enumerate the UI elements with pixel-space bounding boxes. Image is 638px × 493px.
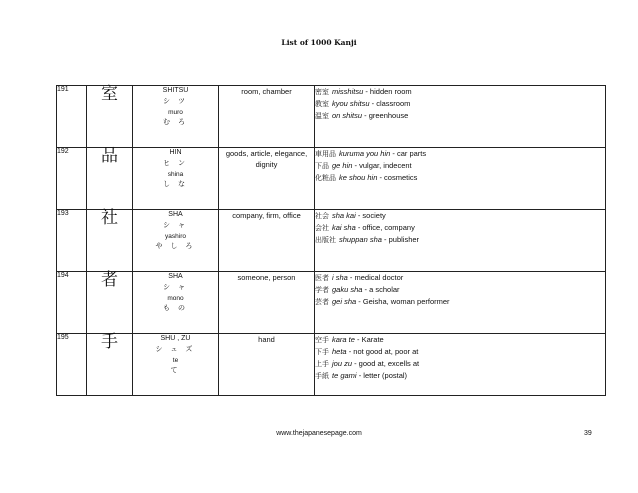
kun-reading-romaji: yashiro xyxy=(165,233,186,240)
kanji-number: 195 xyxy=(57,334,87,396)
kanji-row xyxy=(57,272,606,334)
example-japanese: 上手 xyxy=(315,360,329,368)
example-gloss: - greenhouse xyxy=(362,111,409,120)
example-romaji: on shitsu xyxy=(332,111,363,120)
example-line xyxy=(315,98,605,110)
example-gloss: - medical doctor xyxy=(347,273,404,282)
example-gloss: - a scholar xyxy=(362,285,400,294)
kanji-row xyxy=(57,86,606,148)
kun-reading-kana: し な xyxy=(163,181,188,188)
example-line xyxy=(315,222,605,234)
example-japanese: 社会 xyxy=(315,212,329,220)
kun-reading-romaji: shina xyxy=(167,171,184,178)
kun-reading-kana: も の xyxy=(163,305,188,312)
on-reading-kana: シ ャ xyxy=(163,222,188,229)
on-reading-romaji: SHA xyxy=(168,211,183,218)
example-gloss: - Karate xyxy=(354,335,384,344)
example-japanese: 下品 xyxy=(315,162,329,170)
on-reading-kana: シ ュ ズ xyxy=(155,346,196,353)
on-reading-kana: シ ャ xyxy=(163,284,188,291)
example-romaji: ke shou hin xyxy=(339,173,378,182)
examples-cell xyxy=(315,272,606,334)
examples-cell xyxy=(315,210,606,272)
kanji-number: 194 xyxy=(57,272,87,334)
kun-reading-romaji: muro xyxy=(168,109,183,116)
example-line xyxy=(315,334,605,346)
example-line xyxy=(315,172,605,184)
on-reading-romaji: SHU , ZU xyxy=(160,335,191,342)
example-romaji: kai sha xyxy=(332,223,356,232)
kanji-row xyxy=(57,210,606,272)
kanji-character: 社 xyxy=(87,210,133,272)
example-romaji: gei sha xyxy=(332,297,357,306)
example-japanese: 下手 xyxy=(315,348,329,356)
example-line xyxy=(315,86,605,98)
reading-cell xyxy=(133,210,219,272)
example-line xyxy=(315,358,605,370)
example-romaji: te gami xyxy=(332,371,357,380)
reading-cell xyxy=(133,272,219,334)
examples-cell xyxy=(315,334,606,396)
kanji-table-body xyxy=(57,86,606,396)
example-romaji: kyou shitsu xyxy=(332,99,370,108)
example-line xyxy=(315,210,605,222)
kanji-character: 者 xyxy=(87,272,133,334)
example-japanese: 手紙 xyxy=(315,372,329,380)
kanji-number: 193 xyxy=(57,210,87,272)
example-japanese: 車用品 xyxy=(315,150,336,158)
example-japanese: 学者 xyxy=(315,286,329,294)
page-title: List of 1000 Kanji xyxy=(281,38,357,47)
kun-reading-kana: や し ろ xyxy=(155,243,196,250)
example-gloss: - society xyxy=(355,211,386,220)
example-gloss: - letter (postal) xyxy=(356,371,408,380)
examples-cell xyxy=(315,86,606,148)
kanji-character: 手 xyxy=(87,334,133,396)
kun-reading-romaji: te xyxy=(172,357,179,364)
kanji-row xyxy=(57,148,606,210)
example-gloss: - vulgar, indecent xyxy=(352,161,412,170)
example-romaji: jou zu xyxy=(332,359,353,368)
example-romaji: sha kai xyxy=(332,211,356,220)
example-romaji: gaku sha xyxy=(332,285,363,294)
on-reading-kana: シ ツ xyxy=(163,98,188,105)
example-gloss: - good at, excells at xyxy=(352,359,420,368)
example-romaji: heta xyxy=(332,347,347,356)
example-line xyxy=(315,284,605,296)
meaning-cell: company, firm, office xyxy=(219,210,315,272)
on-reading-romaji: HIN xyxy=(169,149,182,156)
kanji-table xyxy=(56,85,606,396)
on-reading-romaji: SHITSU xyxy=(162,87,189,94)
kanji-number: 192 xyxy=(57,148,87,210)
example-line xyxy=(315,296,605,308)
page-number: 39 xyxy=(584,430,592,437)
meaning-cell: room, chamber xyxy=(219,86,315,148)
example-line xyxy=(315,110,605,122)
on-reading-kana: ヒ ン xyxy=(163,160,188,167)
example-gloss: - classroom xyxy=(369,99,411,108)
kanji-character: 品 xyxy=(87,148,133,210)
footer-website: www.thejapanesepage.com xyxy=(276,430,362,437)
example-japanese: 医者 xyxy=(315,274,329,282)
examples-cell xyxy=(315,148,606,210)
kun-reading-kana: む ろ xyxy=(163,119,188,126)
example-line xyxy=(315,272,605,284)
example-romaji: ge hin xyxy=(332,161,353,170)
example-gloss: - cosmetics xyxy=(377,173,418,182)
example-romaji: kuruma you hin xyxy=(339,149,391,158)
example-line xyxy=(315,160,605,172)
example-japanese: 芸者 xyxy=(315,298,329,306)
example-gloss: - not good at, poor at xyxy=(346,347,419,356)
example-japanese: 教室 xyxy=(315,100,329,108)
example-japanese: 会社 xyxy=(315,224,329,232)
example-line xyxy=(315,346,605,358)
reading-cell xyxy=(133,148,219,210)
example-gloss: - publisher xyxy=(381,235,420,244)
example-japanese: 温室 xyxy=(315,112,329,120)
example-gloss: - hidden room xyxy=(363,87,412,96)
kanji-row xyxy=(57,334,606,396)
kun-reading-kana: て xyxy=(170,367,181,374)
meaning-cell: someone, person xyxy=(219,272,315,334)
example-gloss: - office, company xyxy=(355,223,415,232)
kun-reading-romaji: mono xyxy=(167,295,184,302)
meaning-cell: hand xyxy=(219,334,315,396)
example-japanese: 化粧品 xyxy=(315,174,336,182)
on-reading-romaji: SHA xyxy=(168,273,183,280)
example-japanese: 密室 xyxy=(315,88,329,96)
example-line xyxy=(315,148,605,160)
example-romaji: shuppan sha xyxy=(339,235,382,244)
example-japanese: 出版社 xyxy=(315,236,336,244)
example-gloss: - car parts xyxy=(390,149,427,158)
example-line xyxy=(315,370,605,382)
kanji-number: 191 xyxy=(57,86,87,148)
example-romaji: i sha xyxy=(332,273,348,282)
example-romaji: kara te xyxy=(332,335,355,344)
reading-cell xyxy=(133,334,219,396)
example-romaji: misshitsu xyxy=(332,87,364,96)
reading-cell xyxy=(133,86,219,148)
meaning-cell: goods, article, elegance, dignity xyxy=(219,148,315,210)
example-line xyxy=(315,234,605,246)
example-japanese: 空手 xyxy=(315,336,329,344)
kanji-character: 室 xyxy=(87,86,133,148)
example-gloss: - Geisha, woman performer xyxy=(356,297,450,306)
